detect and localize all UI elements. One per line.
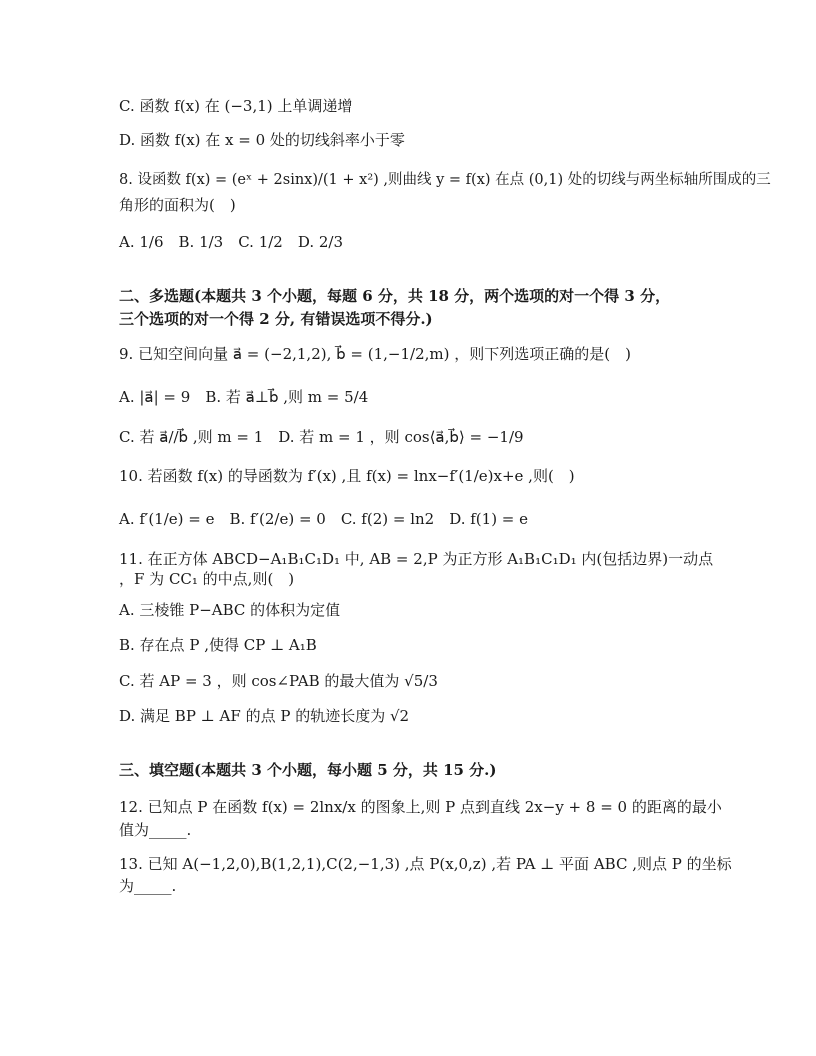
question-9-stem: 9. 已知空间向量 a⃗ = (−2,1,2), b⃗ = (1,−1/2,m) ，则下列选项正确的是( ) [119,345,631,363]
section-2-heading: 二、多选题(本题共 3 个小题，每题 6 分，共 18 分，两个选项的对一个得 3 分， [119,287,671,305]
question-13-stem-continued: 为_____. [119,877,177,895]
section-3-heading: 三、填空题(本题共 3 个小题，每小题 5 分，共 15 分.) [119,761,497,779]
section-2-heading-continued: 三个选项的对一个得 2 分, 有错误选项不得分.) [119,310,433,328]
question-11-stem: 11. 在正方体 ABCD−A₁B₁C₁D₁ 中, AB = 2,P 为正方形 A₁B₁C₁D₁ 内(包括边界)一动点 [119,550,714,568]
question-11-option-a: A. 三棱锥 P−ABC 的体积为定值 [119,601,341,619]
question-8-stem: 8. 设函数 f(x) = (eˣ + 2sinx)/(1 + x²) ,则曲线 y = f(x) 在点 (0,1) 处的切线与两坐标轴所围成的三 [119,172,771,188]
question-8-stem-continued: 角形的面积为( ) [119,196,236,214]
question-11-option-c: C. 若 AP = 3 ，则 cos∠PAB 的最大值为 √5/3 [119,672,438,690]
question-11-option-b: B. 存在点 P ,使得 CP ⊥ A₁B [119,636,317,654]
question-10-stem: 10. 若函数 f(x) 的导函数为 f′(x) ,且 f(x) = lnx−f′(1/e)x+e ,则( ) [119,467,575,485]
question-7-option-c: C. 函数 f(x) 在 (−3,1) 上单调递增 [119,97,353,115]
question-11-option-d: D. 满足 BP ⊥ AF 的点 P 的轨迹长度为 √2 [119,707,410,725]
question-13-stem: 13. 已知 A(−1,2,0),B(1,2,1),C(2,−1,3) ,点 P(x,0,z) ,若 PA ⊥ 平面 ABC ,则点 P 的坐标 [119,855,732,873]
question-12-stem: 12. 已知点 P 在函数 f(x) = 2lnx/x 的图象上,则 P 点到直线 2x−y + 8 = 0 的距离的最小 [119,798,722,816]
question-10-options: A. f′(1/e) = e B. f′(2/e) = 0 C. f(2) = ln2 D. f(1) = e [119,510,529,528]
question-9-options-ab: A. |a⃗| = 9 B. 若 a⃗⊥b⃗ ,则 m = 5/4 [119,388,369,406]
question-8-options: A. 1/6 B. 1/3 C. 1/2 D. 2/3 [119,233,343,251]
question-7-option-d: D. 函数 f(x) 在 x = 0 处的切线斜率小于零 [119,131,405,149]
question-11-stem-continued: ，F 为 CC₁ 的中点,则( ) [119,570,295,588]
question-9-options-cd: C. 若 a⃗//b⃗ ,则 m = 1 D. 若 m = 1 ，则 cos⟨a⃗,b⃗⟩ = −1/9 [119,428,524,446]
question-12-stem-continued: 值为_____. [119,821,192,839]
